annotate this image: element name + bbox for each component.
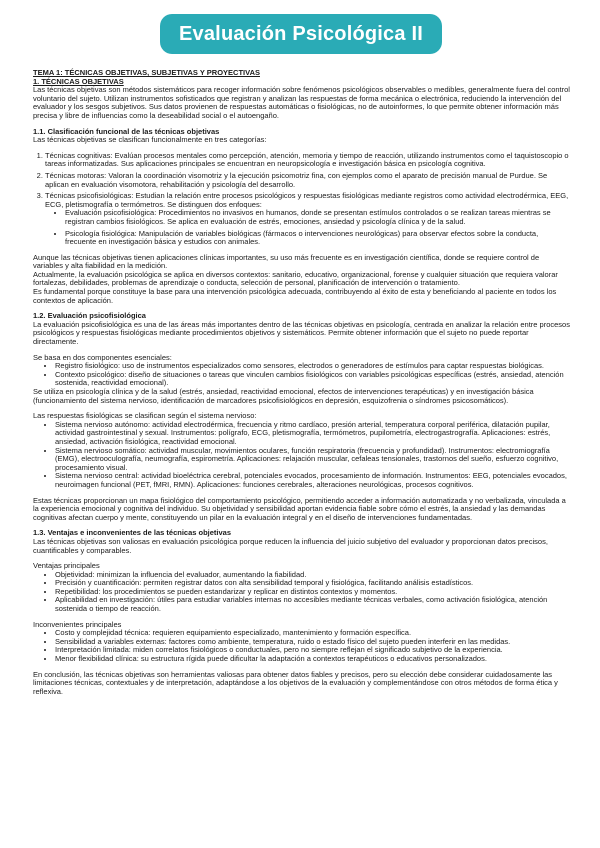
sub-list-item: • Evaluación psicofisiológica: Procedimientos no invasivos en humanos, donde se presentan estímulos controlados o se realizan tareas mientras se registran cambios fisiológicos. Se aplica en evaluación de estrés, emociones, ansiedad y psicología clínica y de la salud. — [65, 209, 571, 226]
paragraph: Se basa en dos componentes esenciales: — [33, 352, 172, 362]
section-1-1-heading: 1.1. Clasificación funcional de las técnicas objetivas — [33, 126, 220, 136]
section-1-3-heading: 1.3. Ventajas e inconvenientes de las técnicas objetivas — [33, 528, 232, 538]
paragraph: Estas técnicas proporcionan un mapa fisiológico del comportamiento psicológico, permitiendo acceder a información automatizada y no verbalizada, vinculada a la experiencia emocional y cognitiva del individuo. Su objetividad y sensibilidad aportan evidencia fiable sobre cómo el estrés, la ansiedad y las demandas cognitivas afectan cuerpo y mente, constituyendo un pilar en la evaluación integral y en el diseño de intervenciones fundamentadas. — [33, 495, 566, 522]
paragraph: Es fundamental porque constituye la base para una intervención psicológica adecuada, contribuyendo al éxito de esta y beneficiando al paciente en todos los contextos de aplicación. — [33, 287, 557, 305]
sub-list-item: • Psicología fisiológica: Manipulación de variables biológicas (fármacos o intervenciones neurológicas) para observar efectos sobre la conducta, frecuente en investigación básica y estudios con animales. — [65, 230, 571, 247]
topic-heading: TEMA 1: TÉCNICAS OBJETIVAS, SUBJETIVAS Y PROYECTIVAS — [33, 68, 260, 77]
disadvantages-label: Inconvenientes principales — [33, 619, 122, 629]
list-item: • Interpretación limitada: miden correlatos fisiológicos o conductuales, pero no siempre reflejan el significado subjetivo de la experiencia. — [55, 646, 571, 655]
document-body — [33, 69, 571, 696]
list-item: • Costo y complejidad técnica: requieren equipamiento especializado, mantenimiento y formación específica. — [55, 629, 571, 638]
list-item: • Repetibilidad: los procedimientos se pueden estandarizar y replicar en distintos contextos y momentos. — [55, 588, 571, 597]
sub-list — [45, 209, 571, 246]
list-item-text: Técnicas psicofisiológicas: Estudian la relación entre procesos psicológicos y respuestas fisiológicas mediante registros como actividad electrodérmica, EEG, ECG, pletismografía o termómetros. Se distinguen dos enfoques: — [45, 191, 569, 209]
list-item: • Menor flexibilidad clínica: su estructura rígida puede dificultar la adaptación a contextos terapéuticos o educativos personalizados. — [55, 655, 571, 664]
paragraph: Las respuestas fisiológicas se clasifican según el sistema nervioso: — [33, 411, 257, 421]
list-item: • Aplicabilidad en investigación: útiles para estudiar variables internas no accesibles mediante técnicas verbales, como activación fisiológica, atención sostenida o tiempo de reacción. — [55, 596, 571, 613]
title-banner: Evaluación Psicológica II — [160, 14, 442, 54]
advantages-list — [33, 571, 571, 614]
list-item: 1. Técnicas cognitivas: Evalúan procesos mentales como percepción, atención, memoria y tiempo de reacción, utilizando instrumentos como el taquistoscopio o tareas informatizadas. Sus aplicaciones principales se encuentran en neuropsicología e investigación básica en psicología cognitiva. — [45, 152, 571, 169]
list-item: • Registro fisiológico: uso de instrumentos especializados como sensores, electrodos o generadores de estímulos para captar respuestas biológicas. — [55, 362, 571, 371]
paragraph: La evaluación psicofisiológica es una de las áreas más importantes dentro de las técnicas objetivas en psicología, centrada en analizar la relación entre procesos psicológicos y respuestas fisiológicas mediante procedimientos objetivos y sistemáticos. Permite obtener información que el sujeto no puede reportar directamente. — [33, 319, 570, 347]
components-list — [33, 362, 571, 388]
conclusion-paragraph: En conclusión, las técnicas objetivas son herramientas valiosas para obtener datos fiables y precisos, pero su elección debe considerar cuidadosamente las limitaciones técnicas, contextuales y de interpretación, adaptándose a los objetivos de la evaluación y complementándose con otros métodos de forma ética y reflexiva. — [33, 669, 558, 696]
intro-paragraph: Las técnicas objetivas son métodos sistemáticos para recoger información sobre fenómenos psicológicos observables o medibles, generalmente fuera del control voluntario del sujeto. Utilizan instrumentos sofisticados que registran y analizan las respuestas de forma mecánica o electrónica, reduciendo la intervención del evaluador y los sesgos subjetivos. Sus datos provienen de respuestas automáticas o fisiológicas, no de autoinformes, lo que permite obtener información más precisa y libre de influencias como la deseabilidad social o el autoengaño. — [33, 85, 570, 120]
paragraph: Se utiliza en psicología clínica y de la salud (estrés, ansiedad, reactividad emocional, efectos de intervenciones terapéuticas) y en investigación básica (funcionamiento del sistema nervioso, identificación de marcadores psicofisiológicos en depresión, esquizofrenia o síndromes psicosomáticos). — [33, 387, 534, 405]
list-item — [45, 192, 571, 247]
list-item: 2. Técnicas motoras: Valoran la coordinación visomotriz y la ejecución psicomotriz fina, con ejemplos como el aparato de precisión manual de Purdue. Se aplican en evaluación visomotora, rehabilitación y psicología del desarrollo. — [45, 172, 571, 189]
list-item: • Objetividad: minimizan la influencia del evaluador, aumentando la fiabilidad. — [55, 571, 571, 580]
list-item: • Contexto psicológico: diseño de situaciones o tareas que vinculen cambios fisiológicos con variables psicológicas específicas (estrés, ansiedad, atención sostenida, reactividad emocional). — [55, 371, 571, 388]
paragraph: Aunque las técnicas objetivas tienen aplicaciones clínicas importantes, su uso más frecuente es en investigación científica, donde se requiere control de variables y alta fiabilidad en la medición. — [33, 252, 540, 271]
list-item: • Sistema nervioso autónomo: actividad electrodérmica, frecuencia y ritmo cardíaco, presión arterial, temperatura corporal periférica, dilatación pupilar, actividad gastrointestinal y sexual. Instrumentos: polígrafo, ECG, pletismografía, termómetros, pupilometría, electrogastrografía. Aplicaciones: estrés, ansiedad, activación fisiológica, reactividad emocional. — [55, 421, 571, 447]
systems-list — [33, 421, 571, 490]
paragraph: Las técnicas objetivas son valiosas en evaluación psicológica porque reducen la influencia del juicio subjetivo del evaluador y proporcionan datos precisos, cuantificables y comparables. — [33, 536, 548, 555]
disadvantages-list — [33, 629, 571, 663]
section-1-2-heading: 1.2. Evaluación psicofisiológica — [33, 311, 146, 321]
list-item: • Sistema nervioso somático: actividad muscular, movimientos oculares, función respiratoria (frecuencia y profundidad). Instrumentos: electromiografía (EMG), electrooculografía, neumografía, espirometría. Aplicaciones: relajación muscular, cefaleas tensionales, trastornos del sueño, esfuerzo cognitivo, procesamiento visual. — [55, 447, 571, 473]
section-heading: 1. TÉCNICAS OBJETIVAS — [33, 76, 124, 86]
advantages-label: Ventajas principales — [33, 561, 100, 571]
list-item: • Sensibilidad a variables externas: factores como ambiente, temperatura, ruido o estado físico del sujeto pueden interferir en las medidas. — [55, 638, 571, 647]
paragraph: Actualmente, la evaluación psicológica se aplica en diversos contextos: sanitario, educativo, organizacional, forense y cualquier situación que requiera valorar fortalezas, debilidades, problemas de aprendizaje o conducta, selección de personal, planificación de intervención o tratamiento. — [33, 269, 558, 288]
paragraph: Las técnicas objetivas se clasifican funcionalmente en tres categorías: — [33, 135, 267, 145]
classification-list — [33, 152, 571, 247]
list-item: • Precisión y cuantificación: permiten registrar datos con alta sensibilidad temporal y fisiológica, facilitando análisis estadísticos. — [55, 579, 571, 588]
list-item: • Sistema nervioso central: actividad bioeléctrica cerebral, potenciales evocados, procesamiento de información. Instrumentos: EEG, potenciales evocados, neuroimagen funcional (PET, fMRI, RMN). Aplicaciones: funciones cerebrales, alteraciones neurológicas, procesos cognitivos. — [55, 472, 571, 489]
